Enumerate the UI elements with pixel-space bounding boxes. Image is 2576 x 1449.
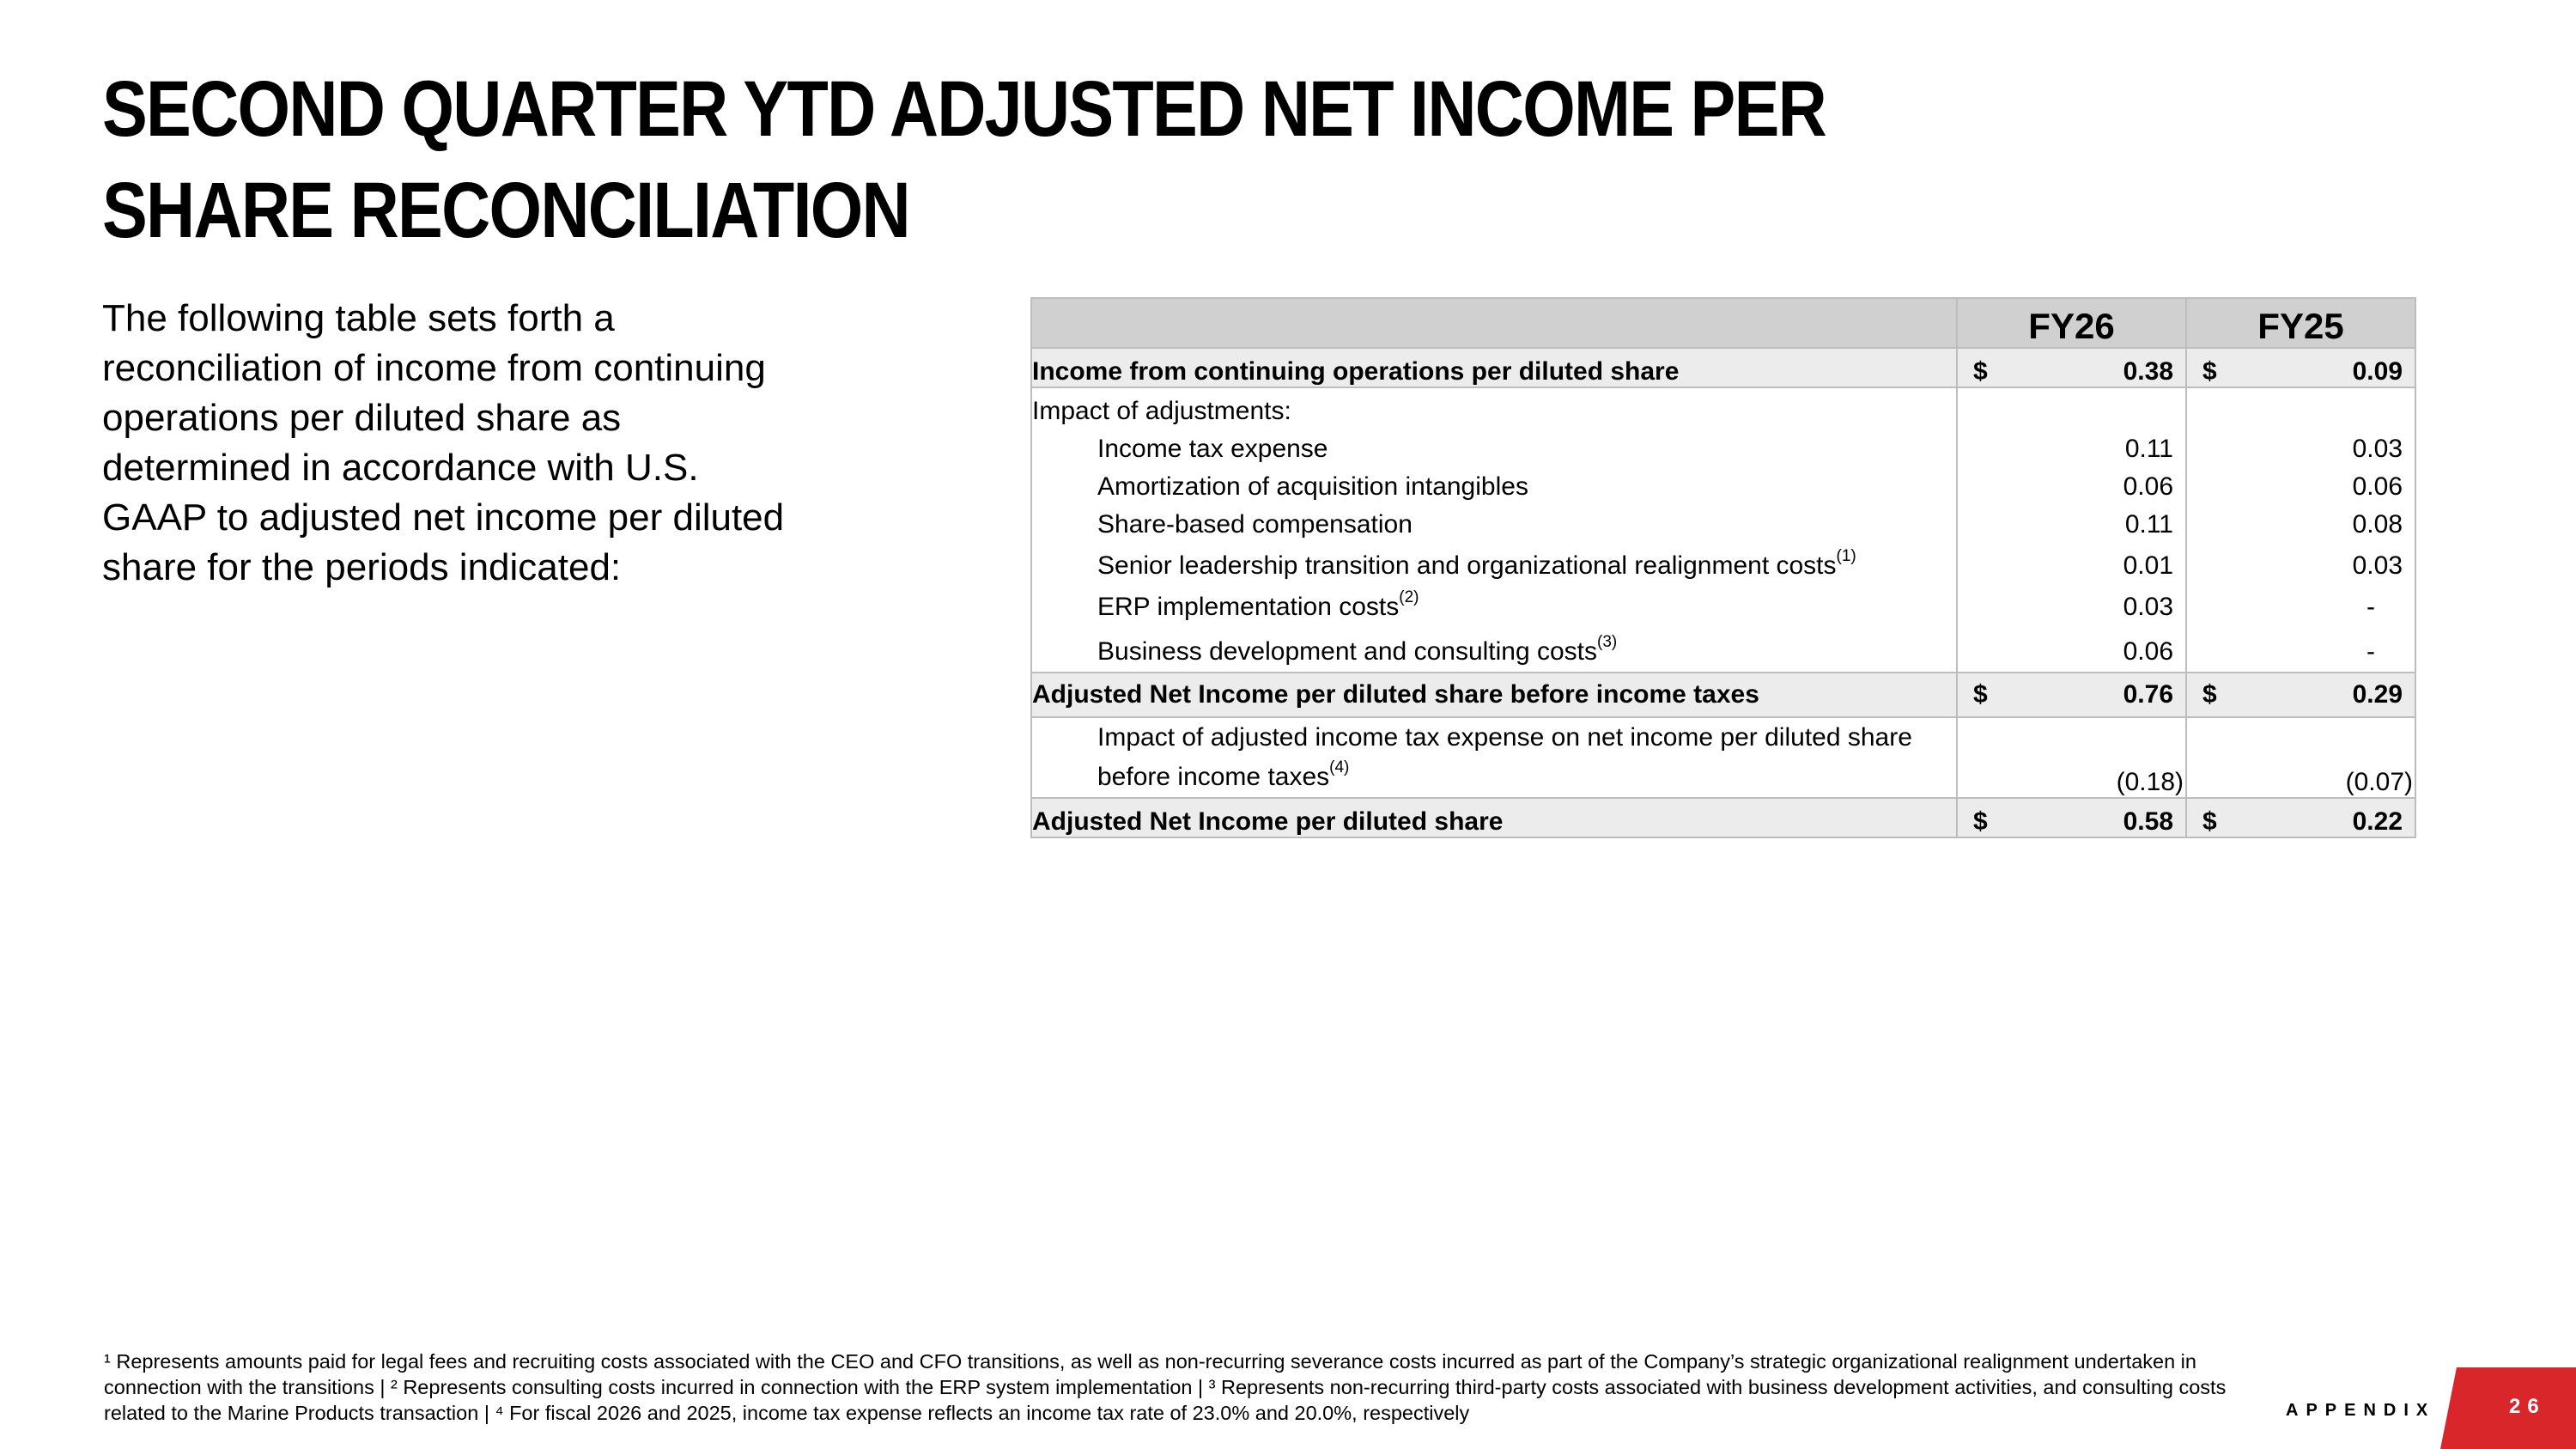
row-label: Share-based compensation — [1097, 510, 1413, 539]
row-label: Income tax expense — [1097, 435, 1328, 463]
table-row — [1031, 717, 2415, 798]
table-row — [1031, 502, 2415, 539]
value-fy26: (0.18) — [2116, 768, 2184, 796]
table-row — [1031, 426, 2415, 464]
page-number-tab — [2440, 1367, 2576, 1449]
value-fy25: 0.29 — [2352, 680, 2403, 709]
table-row — [1031, 798, 2415, 837]
header-fy25: FY25 — [2186, 298, 2415, 348]
row-label: Business development and consulting costs — [1097, 637, 1598, 666]
currency-symbol: $ — [1973, 680, 1988, 709]
footnote-marker: (4) — [1329, 758, 1350, 776]
row-label: Adjusted Net Income per diluted share before income taxes — [1031, 673, 1957, 717]
footnote-marker: (1) — [1836, 547, 1856, 565]
currency-symbol: $ — [2202, 680, 2217, 709]
header-fy26: FY26 — [1957, 298, 2186, 348]
value-fy26: 0.06 — [2123, 637, 2173, 666]
row-label-line1: Impact of adjusted income tax expense on net income per diluted share — [1097, 723, 1912, 752]
value-fy26: 0.03 — [2123, 593, 2173, 621]
value-fy25: - — [2366, 637, 2375, 666]
table-row — [1031, 348, 2415, 387]
footnote-marker: (3) — [1597, 633, 1618, 651]
value-fy26: 0.11 — [2124, 435, 2173, 463]
table-row — [1031, 387, 2415, 426]
currency-symbol: $ — [2202, 807, 2217, 836]
value-fy25: 0.22 — [2352, 807, 2403, 836]
value-fy25: 0.06 — [2352, 472, 2403, 501]
value-fy25: 0.03 — [2352, 435, 2403, 463]
value-fy25: 0.09 — [2352, 357, 2403, 386]
reconciliation-table — [1030, 297, 2416, 838]
table-row — [1031, 464, 2415, 502]
value-fy26: 0.58 — [2123, 807, 2173, 836]
row-label: ERP implementation costs — [1097, 593, 1400, 621]
row-label: Impact of adjustments: — [1031, 387, 1957, 426]
intro-text: The following table sets forth a reconciliation of income from continuing operations per diluted share as determined in accordance with U.S. GAAP to adjusted net income per diluted share for the periods indicated: — [102, 297, 785, 588]
value-fy26: 0.76 — [2123, 680, 2173, 709]
row-label: Adjusted Net Income per diluted share — [1031, 798, 1957, 837]
table-row — [1031, 539, 2415, 581]
row-label: Senior leadership transition and organizational realignment costs — [1097, 551, 1837, 580]
footnote-marker: (2) — [1399, 588, 1419, 606]
row-label: Amortization of acquisition intangibles — [1097, 472, 1528, 501]
currency-symbol: $ — [2202, 357, 2217, 386]
header-blank-cell — [1031, 298, 1957, 348]
section-label: APPENDIX — [2286, 1401, 2436, 1420]
value-fy26: 0.38 — [2123, 357, 2173, 386]
table-row — [1031, 581, 2415, 622]
table-row — [1031, 622, 2415, 673]
value-fy25: 0.08 — [2352, 510, 2403, 539]
row-label: Income from continuing operations per diluted share — [1031, 348, 1957, 387]
currency-symbol: $ — [1973, 357, 1988, 386]
value-fy25: 0.03 — [2352, 551, 2403, 580]
currency-symbol: $ — [1973, 807, 1988, 836]
table-header-row — [1031, 298, 2415, 348]
value-fy26: 0.01 — [2123, 551, 2173, 580]
value-fy26: 0.06 — [2123, 472, 2173, 501]
value-fy26: 0.11 — [2124, 510, 2173, 539]
row-label-line2: before income taxes — [1097, 763, 1330, 791]
table-row — [1031, 673, 2415, 717]
value-fy25: - — [2366, 593, 2375, 621]
slide-title: SECOND QUARTER YTD ADJUSTED NET INCOME PER SHARE RECONCILIATION — [102, 65, 1826, 254]
footnotes: ¹ Represents amounts paid for legal fees and recruiting costs associated with the CEO and CFO transitions, as well as non-recurring severance costs incurred as part of the Company’s strategic organizational realignment undertaken in connection with the transitions | ² Represents consulting costs incurred in connection with the ERP system implementation | ³ Represents non-recurring third-party costs associated with business development activities, and consulting costs related to the Marine Products transaction | ⁴ For fiscal 2026 and 2025, income tax expense reflects an income tax rate of 23.0% and 20.0%, respectively — [104, 1350, 2227, 1424]
page-number: 26 — [2509, 1395, 2546, 1418]
value-fy25: (0.07) — [2345, 768, 2413, 796]
